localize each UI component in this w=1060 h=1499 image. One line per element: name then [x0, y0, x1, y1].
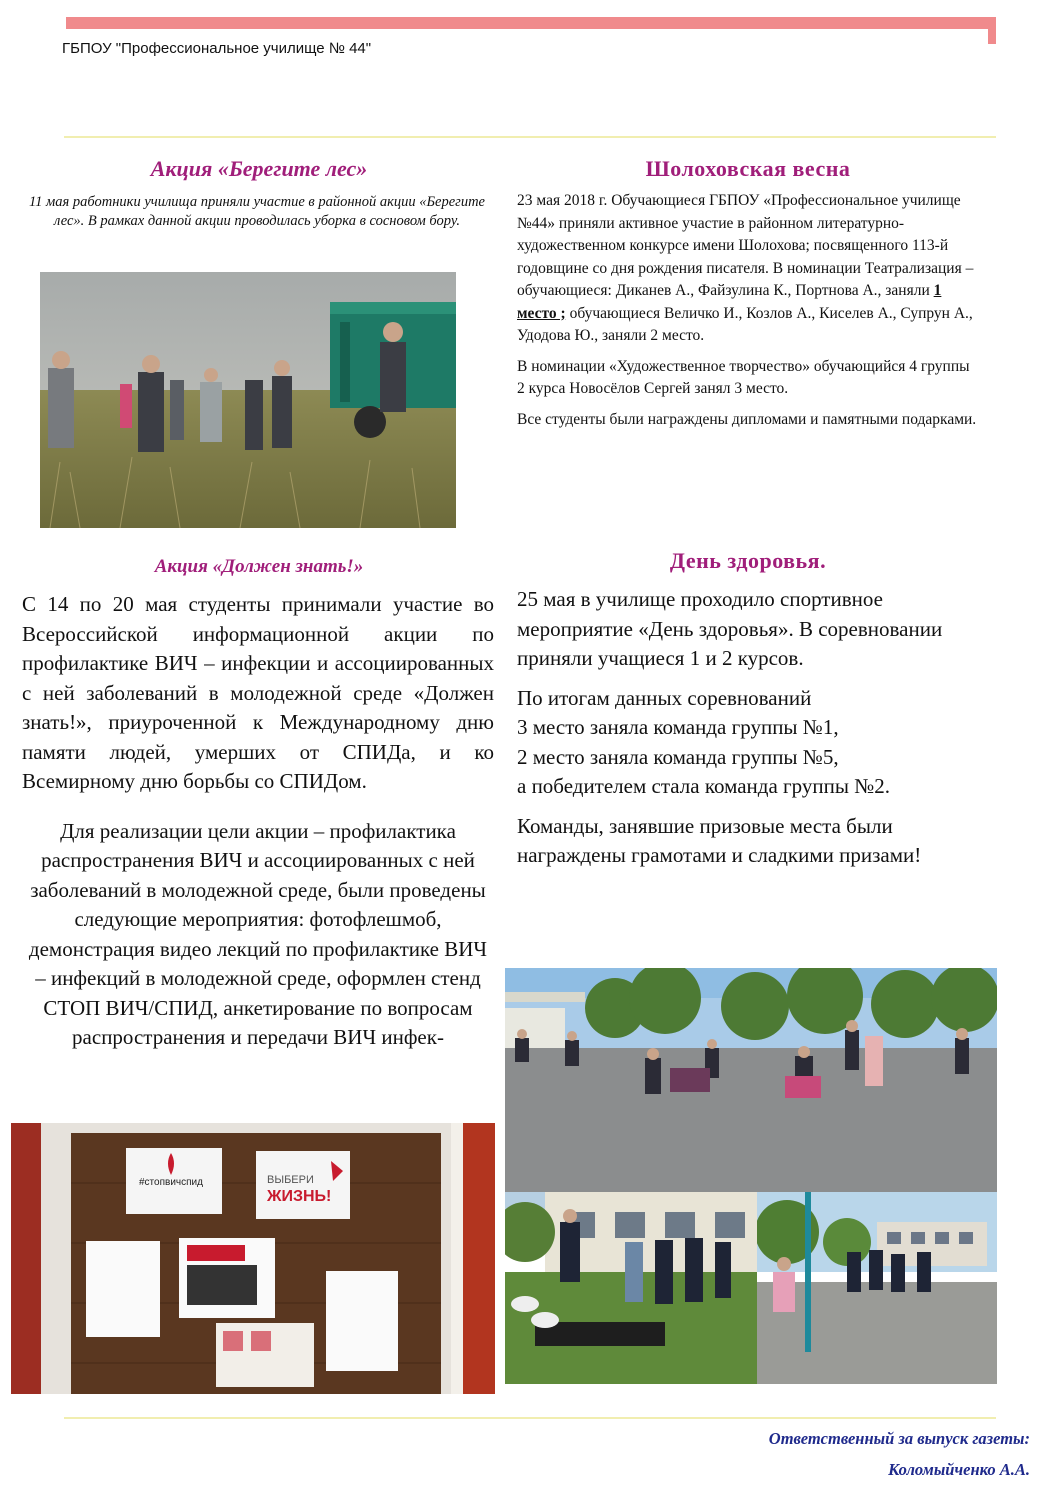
must-know-paragraph-1: С 14 по 20 мая студенты принимали участие во Всероссийской информационной акции по профилактике ВИЧ – инфекции и ассоциированных с ней заболеваний в молодежной среде «Должен знать!», приуроченной к Международному дню памяти людей, умерших от СПИДа, и ко Всемирному дню борьбы со СПИДом. [22, 592, 494, 793]
health-day-paragraph-2 [517, 684, 979, 802]
tire-run-image [505, 1192, 757, 1384]
sholokhov-body [517, 190, 979, 439]
health-day-paragraph-1: 25 мая в училище проходило спортивное мероприятие «День здоровья». В соревновании приняли учащиеся 1 и 2 курсов. [517, 587, 943, 670]
forest-photo [40, 272, 456, 528]
forest-photo-image [40, 272, 456, 528]
sholokhov-paragraph-1 [517, 190, 979, 348]
health-day-line-3: 2 место заняла команда группы №5, [517, 744, 839, 769]
footer-editor-name: Коломыйченко А.А. [888, 1460, 1030, 1479]
forest-lead: 11 мая работники училища приняли участие в районной акции «Берегите лес». В рамках данной акции проводилась уборка в сосновом бору. [29, 194, 485, 229]
header-accent-tick [988, 17, 996, 44]
top-divider [64, 136, 996, 138]
exercise-group-image [505, 968, 997, 1192]
sholokhov-paragraph-3: Все студенты были награждены дипломами и памятными подарками. [517, 410, 977, 428]
health-day-paragraph-3: Команды, занявшие призовые места были награждены грамотами и сладкими призами! [517, 813, 922, 867]
organization-name: ГБПОУ "Профессиональное училище № 44" [62, 40, 372, 57]
sholokhov-p1-text-b: обучающиеся Величко И., Козлов А., Киселев А., Супрун А., Удодова Ю., заняли 2 место. [517, 304, 973, 344]
bottom-divider [64, 1417, 996, 1419]
forest-title: Акция «Берегите лес» [150, 156, 368, 181]
sholokhov-title: Шолоховская весна [645, 156, 851, 181]
health-day-line-2: 3 место заняла команда группы №1, [517, 715, 839, 739]
hashtag-text: #стопвичспид [139, 1177, 203, 1188]
health-day-title: День здоровья. [669, 548, 827, 573]
footer-responsible-label: Ответственный за выпуск газеты: [768, 1429, 1030, 1448]
choose-text-bottom: ЖИЗНЬ! [267, 1188, 332, 1205]
sholokhov-paragraph-2: В номинации «Художественное творчество» обучающийся 4 группы 2 курса Новосёлов Сергей занял 3 место. [517, 357, 970, 397]
must-know-paragraph-2: Для реализации цели акции – профилактика распространения ВИЧ и ассоциированных с ней заболеваний в молодежной среде, были проведены следующие мероприятия: фотофлешмоб, демонстрация видео лекций по профилактике ВИЧ – инфекций в молодежной среде, оформлен стенд СТОП ВИЧ/СПИД, анкетирование по вопросам распространения и передачи ВИЧ инфек- [28, 818, 488, 1049]
health-day-line-4: а победителем стала команда группы №2. [517, 774, 890, 798]
choose-text-top: ВЫБЕРИ [267, 1174, 314, 1186]
first-place-label: 1 место ; [517, 282, 942, 322]
health-day-photo-left [505, 1192, 757, 1384]
health-day-photo-main [505, 968, 997, 1192]
must-know-title: Акция «Должен знать!» [154, 556, 364, 577]
relay-race-image [757, 1192, 997, 1384]
hiv-stand-image [11, 1123, 495, 1394]
must-know-body [22, 590, 494, 1063]
health-day-line-1: По итогам данных соревнований [517, 685, 812, 710]
header-accent-bar [66, 17, 996, 29]
health-day-body [517, 585, 979, 881]
hiv-stand-photo [11, 1123, 495, 1394]
health-day-photo-right [757, 1192, 997, 1384]
sholokhov-p1-text-a: 23 мая 2018 г. Обучающиеся ГБПОУ «Профессиональное училище №44» приняли активное участие в районном литературно-художественном конкурсе имени Шолохова; посвященного 113-й годовщине со дня рождения писателя. В номинации Театрализация – обучающиеся: Диканев А., Файзулина К., Портнова А., заняли [517, 192, 974, 299]
